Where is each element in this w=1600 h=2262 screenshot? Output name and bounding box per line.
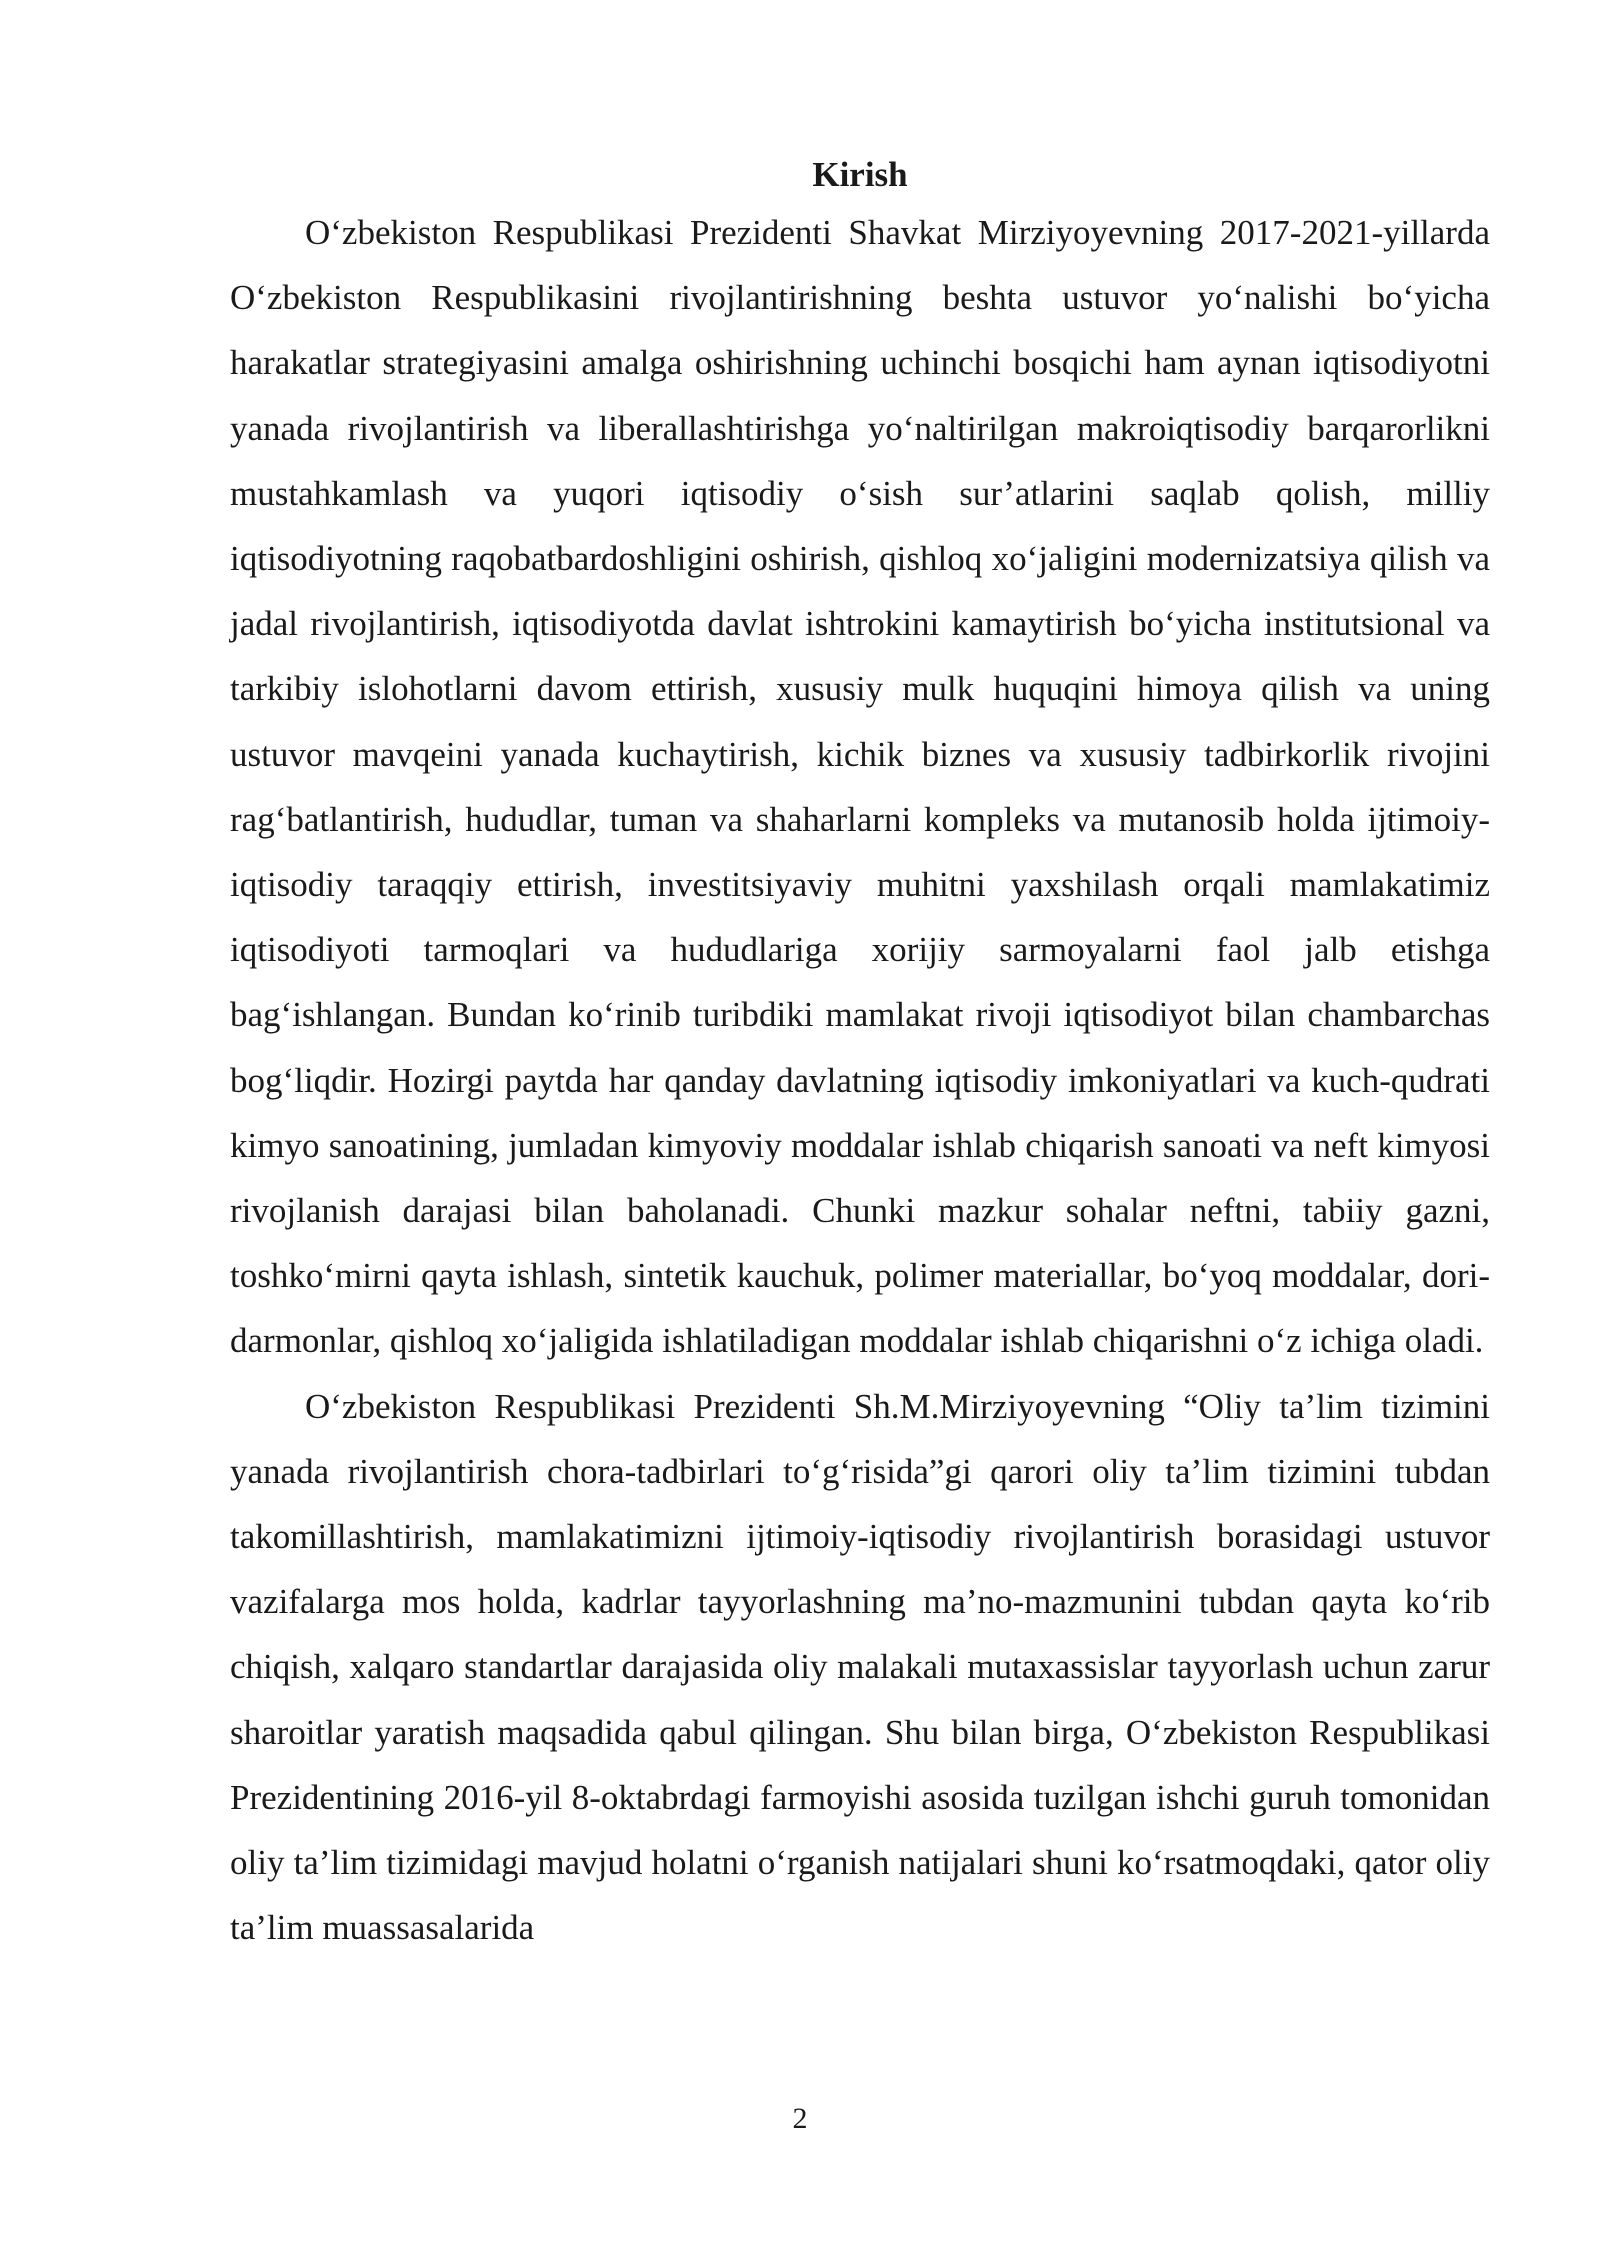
section-heading: Kirish (812, 155, 908, 194)
page-number: 2 (792, 2102, 808, 2135)
paragraph-2: O‘zbekiston Respublikasi Prezidenti Sh.M.Mirziyoyevning “Oliy ta’lim tizimini yanada rivojlantirish chora-tadbirlari to‘g‘risida”gi qarori oliy ta’lim tizimini tubdan takomillashtirish, mamlakatimizni ijtimoiy-iqtisodiy rivojlantirish borasidagi ustuvor vazifalarga mos holda, kadrlar tayyorlashning ma’no-mazmunini tubdan qayta ko‘rib chiqish, xalqaro standartlar darajasida oliy malakali mutaxassislar tayyorlash uchun zarur sharoitlar yaratish maqsadida qabul qilingan. Shu bilan birga, O‘zbekiston Respublikasi Prezidentining 2016-yil 8-oktabrdagi farmoyishi asosida tuzilgan ishchi guruh tomonidan oliy ta’lim tizimidagi mavjud holatni o‘rganish natijalari shuni ko‘rsatmoqdaki, qator oliy ta’lim muassasalarida (230, 1386, 1490, 1948)
paragraph-1: O‘zbekiston Respublikasi Prezidenti Shavkat Mirziyoyevning 2017-2021-yillarda O‘zbekiston Respublikasini rivojlantirishning beshta ustuvor yo‘nalishi bo‘yicha harakatlar strategiyasini amalga oshirishning uchinchi bosqichi ham aynan iqtisodiyotni yanada rivojlantirish va liberallashtirishga yo‘naltirilgan makroiqtisodiy barqarorlikni mustahkamlash va yuqori iqtisodiy o‘sish sur’atlarini saqlab qolish, milliy iqtisodiyotning raqobatbardoshligini oshirish, qishloq xo‘jaligini modernizatsiya qilish va jadal rivojlantirish, iqtisodiyotda davlat ishtrokini kamaytirish bo‘yicha institutsional va tarkibiy islohotlarni davom ettirish, xususiy mulk huquqini himoya qilish va uning ustuvor mavqeini yanada kuchaytirish, kichik biznes va xususiy tadbirkorlik rivojini rag‘batlantirish, hududlar, tuman va shaharlarni kompleks va mutanosib holda ijtimoiy-iqtisodiy taraqqiy ettirish, investitsiyaviy muhitni yaxshilash orqali mamlakatimiz iqtisodiyoti tarmoqlari va hududlariga xorijiy sarmoyalarni faol jalb etishga bag‘ishlangan. Bundan ko‘rinib turibdiki mamlakat rivoji iqtisodiyot bilan chambarchas bog‘liqdir. Hozirgi paytda har qanday davlatning iqtisodiy imkoniyatlari va kuch-qudrati kimyo sanoatining, jumladan kimyoviy moddalar ishlab chiqarish sanoati va neft kimyosi rivojlanish darajasi bilan baholanadi. Chunki mazkur sohalar neftni, tabiiy gazni, toshko‘mirni qayta ishlash, sintetik kauchuk, polimer materiallar, bo‘yoq moddalar, dori-darmonlar, qishloq xo‘jaligida ishlatiladigan moddalar ishlab chiqarishni o‘z ichiga oladi. (230, 213, 1490, 1361)
document-body (230, 150, 1490, 1960)
